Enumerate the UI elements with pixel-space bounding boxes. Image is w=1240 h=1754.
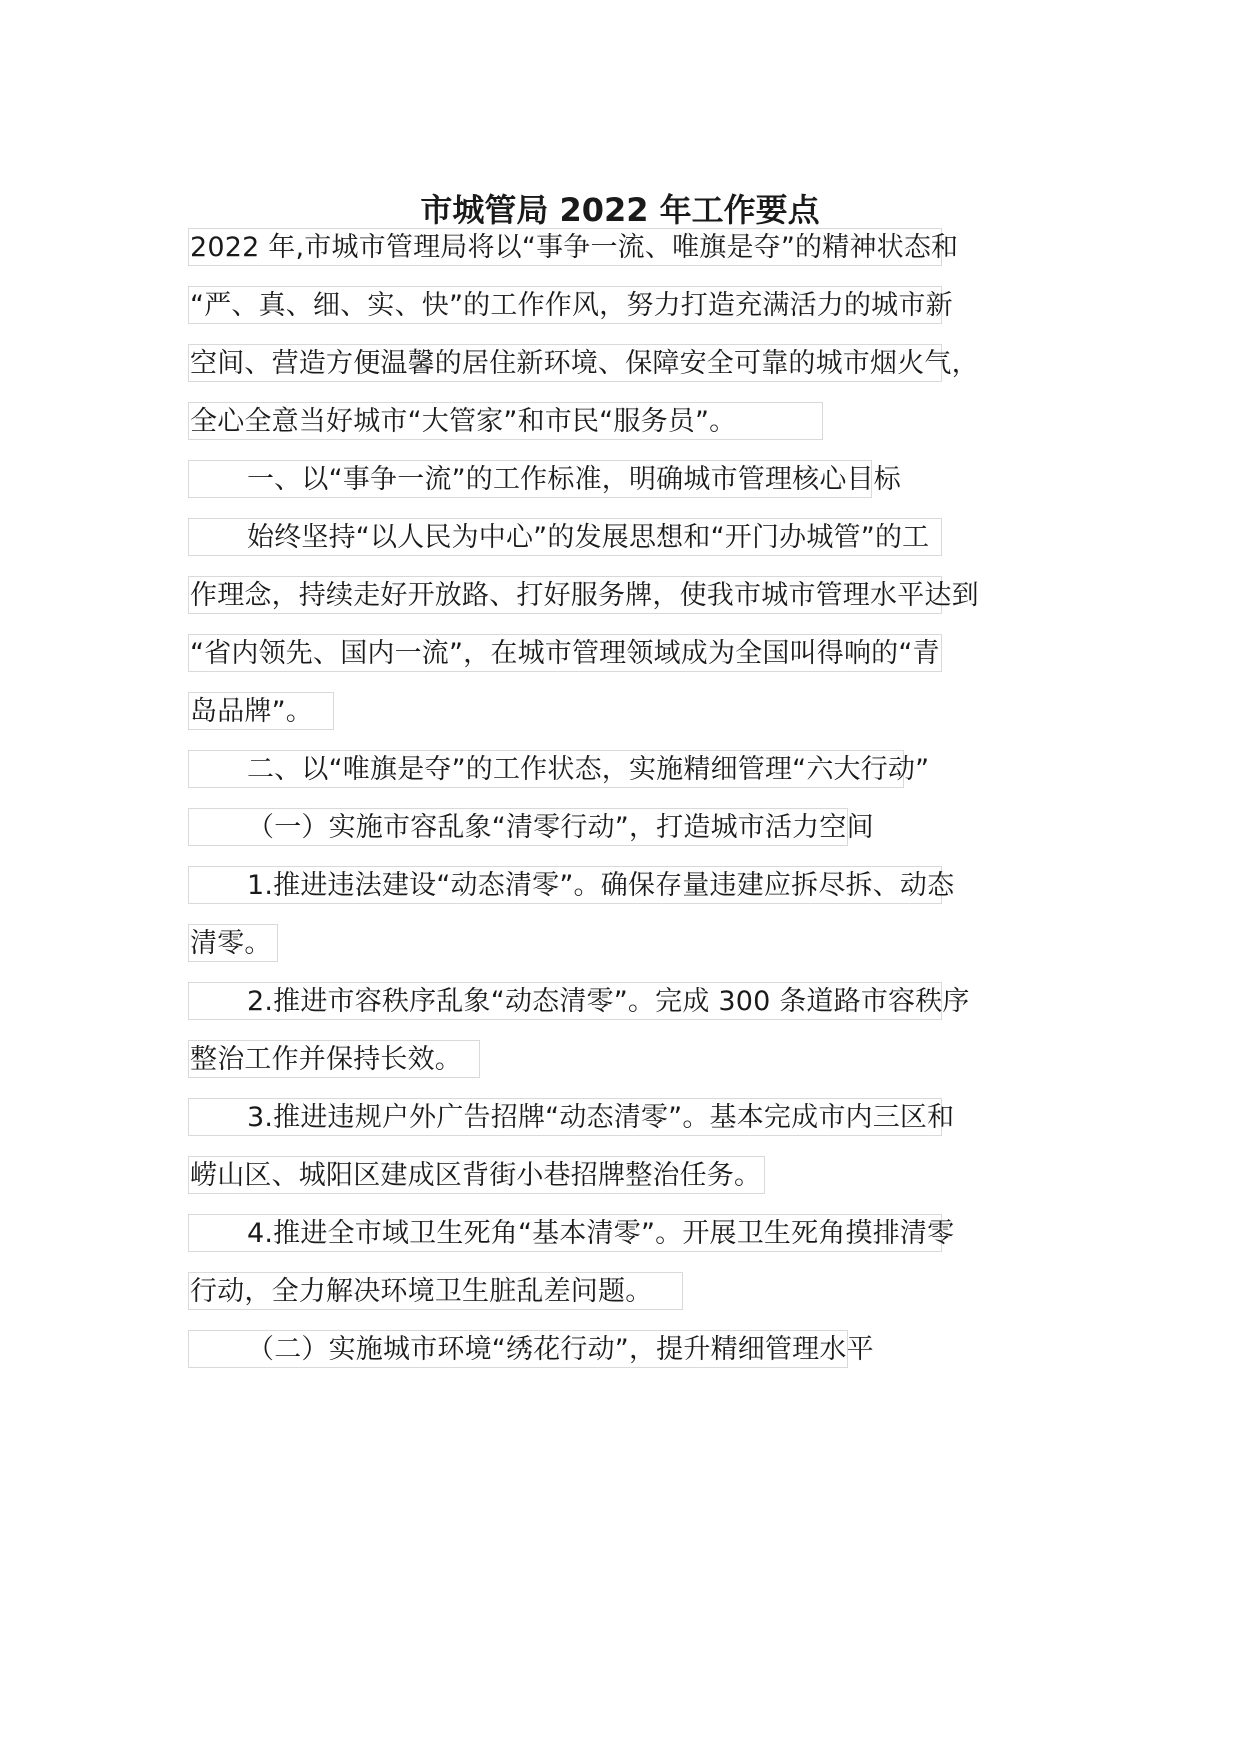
paragraph-line: 始终坚持“以人民为中心”的发展思想和“开门办城管”的工 — [188, 518, 942, 556]
paragraph-line: 空间、营造方便温馨的居住新环境、保障安全可靠的城市烟火气， — [188, 344, 942, 382]
paragraph-line: 4.推进全市域卫生死角“基本清零”。开展卫生死角摸排清零 — [188, 1214, 942, 1252]
section-heading: 一、以“事争一流”的工作标准，明确城市管理核心目标 — [188, 460, 872, 498]
paragraph-line: 清零。 — [188, 924, 278, 962]
paragraph-line: 1.推进违法建设“动态清零”。确保存量违建应拆尽拆、动态 — [188, 866, 942, 904]
paragraph-line: “省内领先、国内一流”，在城市管理领域成为全国叫得响的“青 — [188, 634, 942, 672]
paragraph-line: 作理念，持续走好开放路、打好服务牌，使我市城市管理水平达到 — [188, 576, 942, 614]
paragraph-line: 2022 年,市城市管理局将以“事争一流、唯旗是夺”的精神状态和 — [188, 228, 942, 266]
paragraph-line: 岛品牌”。 — [188, 692, 334, 730]
section-heading: 二、以“唯旗是夺”的工作状态，实施精细管理“六大行动” — [188, 750, 904, 788]
document-title: 市城管局 2022 年工作要点 — [420, 191, 820, 229]
paragraph-line: 崂山区、城阳区建成区背街小巷招牌整治任务。 — [188, 1156, 765, 1194]
paragraph-line: “严、真、细、实、快”的工作作风，努力打造充满活力的城市新 — [188, 286, 942, 324]
paragraph-line: 整治工作并保持长效。 — [188, 1040, 480, 1078]
paragraph-line: 行动，全力解决环境卫生脏乱差问题。 — [188, 1272, 683, 1310]
subsection-heading: （一）实施市容乱象“清零行动”，打造城市活力空间 — [188, 808, 848, 846]
subsection-heading: （二）实施城市环境“绣花行动”，提升精细管理水平 — [188, 1330, 848, 1368]
paragraph-line: 全心全意当好城市“大管家”和市民“服务员”。 — [188, 402, 823, 440]
paragraph-line: 3.推进违规户外广告招牌“动态清零”。基本完成市内三区和 — [188, 1098, 942, 1136]
paragraph-line: 2.推进市容秩序乱象“动态清零”。完成 300 条道路市容秩序 — [188, 982, 942, 1020]
